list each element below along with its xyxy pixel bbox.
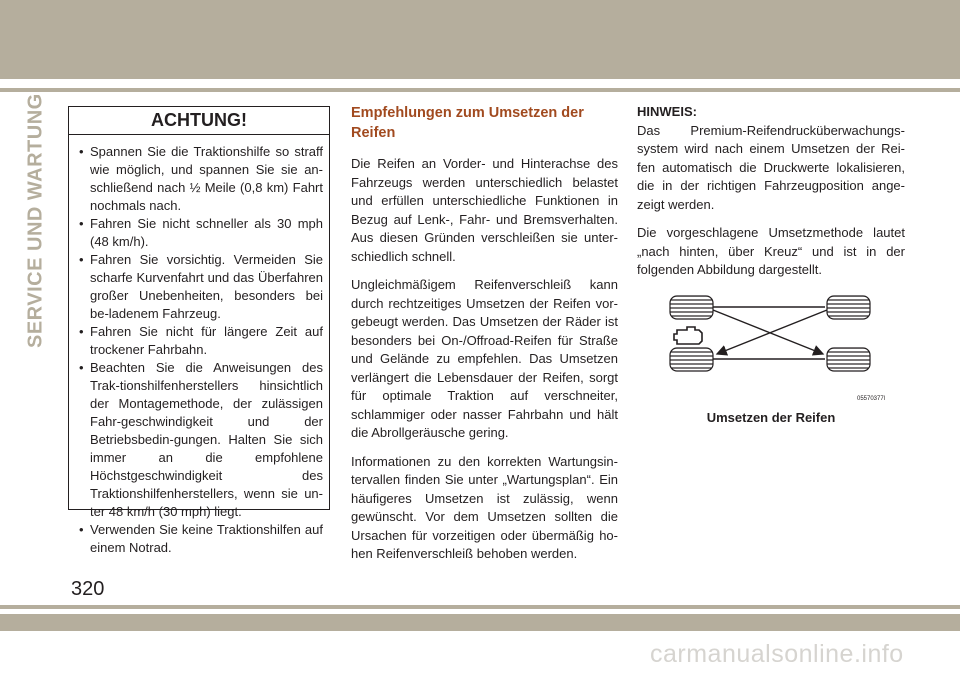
warning-item: • Beachten Sie die Anweisungen des Trak-tionshilfenherstellers hinsichtlich der Montagemethode, der zulässigen Fahr-geschwindigkeit und der Betriebsbedin-gungen. Halten Sie sich immer an die empfohlene Höchstgeschwindigkeit des Traktionshilfenherstellers, wenn sie un-ter 48 km/h (30 mph) liegt. <box>79 359 323 521</box>
header-band <box>0 0 960 79</box>
watermark: carmanualsonline.info <box>650 640 904 668</box>
header-rule <box>0 88 960 92</box>
warning-item: • Fahren Sie nicht schneller als 30 mph (48 km/h). <box>79 215 323 251</box>
page-number: 320 <box>71 578 105 600</box>
warning-title: ACHTUNG! <box>69 107 329 135</box>
main-column <box>351 103 618 574</box>
chapter-side-title: SERVICE UND WARTUNG <box>24 93 47 348</box>
footer-rule <box>0 605 960 609</box>
arrow-line <box>713 310 823 354</box>
section-heading: Empfehlungen zum Umsetzen der Reifen <box>351 105 584 141</box>
tire-front-left-icon <box>670 296 713 319</box>
paragraph: Die Reifen an Vorder- und Hinterachse des Fahrzeugs werden unterschiedlich belastet und erfüllen unterschiedliche Funktionen in Bezug auf Lenk-, Fahr- und Bremsverhalten. Aus diesen Gründen verschleißen sie unter-schiedlich schnell. <box>351 156 618 264</box>
warning-list <box>69 135 329 557</box>
tire-front-right-icon <box>827 296 870 319</box>
note-text: Die vorgeschlagene Umsetzmethode lautet „nach hinten, über Kreuz“ und ist in der folgenden Abbildung dargestellt. <box>637 225 905 277</box>
warning-item: • Verwenden Sie keine Traktionshilfen auf einem Notrad. <box>79 521 323 557</box>
arrow-line <box>717 310 827 354</box>
note-label: HINWEIS: <box>637 104 697 119</box>
tire-rear-left-icon <box>670 348 713 371</box>
paragraph: Ungleichmäßigem Reifenverschleiß kann durch rechtzeitiges Umsetzen der Reifen vor-gebeugt werden. Das Umsetzen der Räder ist besonders bei On-/Offroad-Reifen für Straße und Gelände zu empfehlen. Das Umsetzen verlängert die Lebensdauer der Reifen, sorgt für optimale Traktion auf verschneiter, schlammiger oder nasser Fahrbahn und hält die Abrollgeräusche gering. <box>351 277 618 440</box>
tire-rear-right-icon <box>827 348 870 371</box>
warning-item: • Fahren Sie vorsichtig. Vermeiden Sie scharfe Kurvenfahrt und das Überfahren großer Unebenheiten, besonders bei be-ladenem Fahrzeug. <box>79 251 323 323</box>
note-column <box>637 103 905 290</box>
footer-band <box>0 614 960 631</box>
paragraph: Informationen zu den korrekten Wartungsin-tervallen finden Sie unter „Wartungsplan“. Ein häufigeres Umsetzen ist zulässig, wenn gewünscht. Vor dem Umsetzen sollten die Ursachen für vorzeitigen oder übermäßig ho-hen Reifenverschleiß behoben werden. <box>351 453 618 561</box>
tire-rotation-diagram <box>655 290 890 405</box>
warning-item: • Spannen Sie die Traktionshilfe so straff wie möglich, und spannen Sie sie an-schließend nach ½ Meile (0,8 km) Fahrt nochmals nach. <box>79 143 323 215</box>
engine-icon <box>674 327 702 344</box>
warning-item: • Fahren Sie nicht für längere Zeit auf trockener Fahrbahn. <box>79 323 323 359</box>
warning-box <box>68 106 330 555</box>
figure-code: 05570377l <box>857 396 886 402</box>
note-text: Das Premium-Reifendrucküberwachungs-system wird nach einem Umsetzen der Rei-fen automatisch die Druckwerte lokalisieren, die in der richtigen Fahrzeugposition ange-zeigt werden. <box>637 122 905 212</box>
figure-caption: Umsetzen der Reifen <box>706 410 836 425</box>
